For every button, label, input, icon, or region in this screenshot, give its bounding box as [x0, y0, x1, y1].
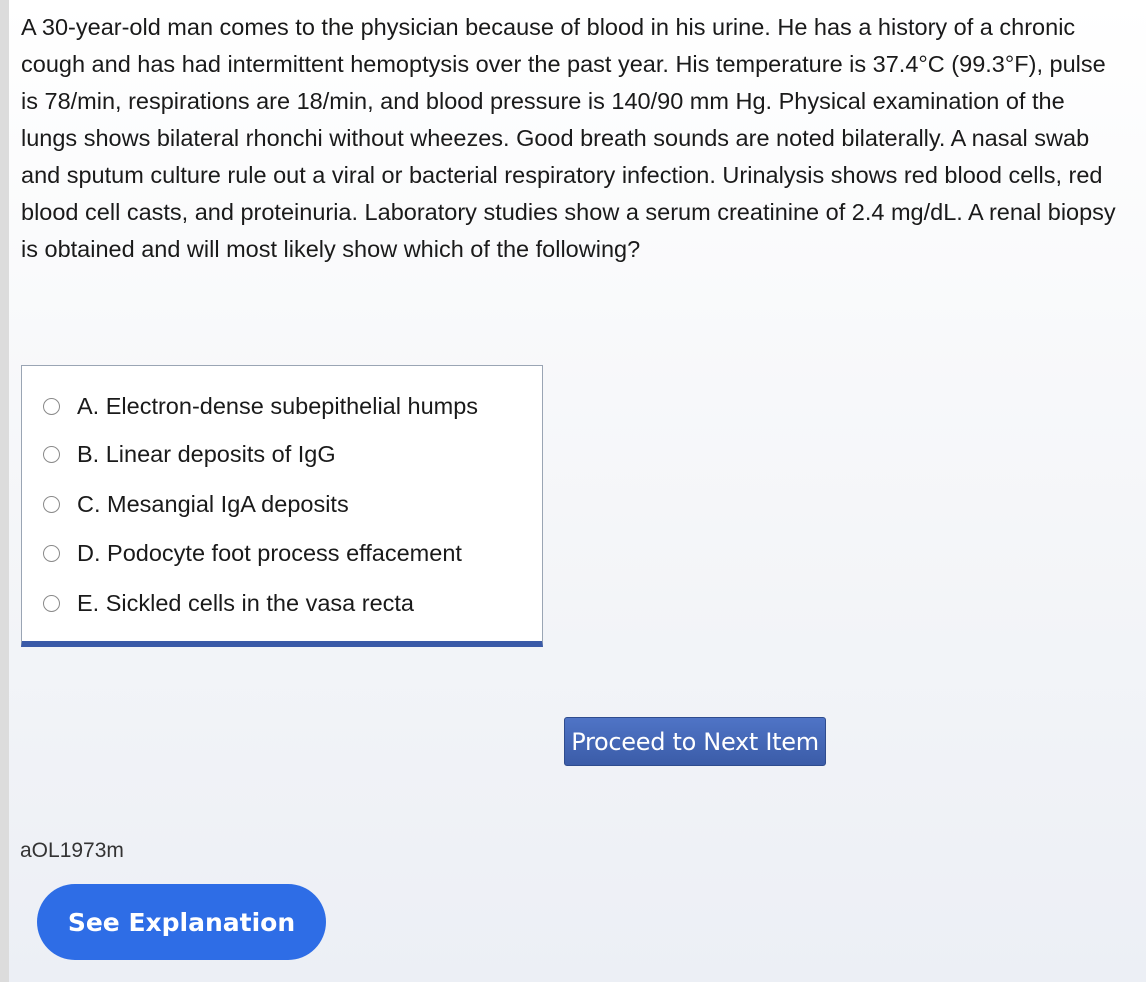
answer-choices-panel	[21, 365, 543, 647]
question-id: aOL1973m	[20, 839, 124, 862]
see-explanation-button[interactable]: See Explanation	[37, 884, 326, 960]
choice-e[interactable]	[43, 583, 414, 623]
choice-b[interactable]	[43, 434, 336, 474]
choice-b-label: B. Linear deposits of IgG	[77, 440, 336, 467]
radio-button-e[interactable]	[43, 595, 60, 612]
left-border	[0, 0, 9, 982]
choice-c[interactable]	[43, 484, 349, 524]
radio-button-c[interactable]	[43, 496, 60, 513]
choice-a[interactable]	[43, 386, 478, 426]
proceed-next-button[interactable]: Proceed to Next Item	[564, 717, 826, 766]
choice-d[interactable]	[43, 533, 462, 573]
radio-button-a[interactable]	[43, 398, 60, 415]
choice-d-label: D. Podocyte foot process effacement	[77, 539, 462, 566]
question-stem: A 30-year-old man comes to the physician because of blood in his urine. He has a history of a chronic cough and has had intermittent hemoptysis over the past year. His temperature is 37.4°C (99.3°F), pulse is 78/min, respirations are 18/min, and blood pressure is 140/90 mm Hg. Physical examination of the lungs shows bilateral rhonchi without wheezes. Good breath sounds are noted bilaterally. A nasal swab and sputum culture rule out a viral or bacterial respiratory infection. Urinalysis shows red blood cells, red blood cell casts, and proteinuria. Laboratory studies show a serum creatinine of 2.4 mg/dL. A renal biopsy is obtained and will most likely show which of the following?	[21, 14, 1116, 262]
choice-c-label: C. Mesangial IgA deposits	[77, 490, 349, 517]
choice-a-label: A. Electron-dense subepithelial humps	[77, 392, 479, 419]
radio-button-b[interactable]	[43, 446, 60, 463]
radio-button-d[interactable]	[43, 545, 60, 562]
choice-e-label: E. Sickled cells in the vasa recta	[77, 589, 414, 616]
